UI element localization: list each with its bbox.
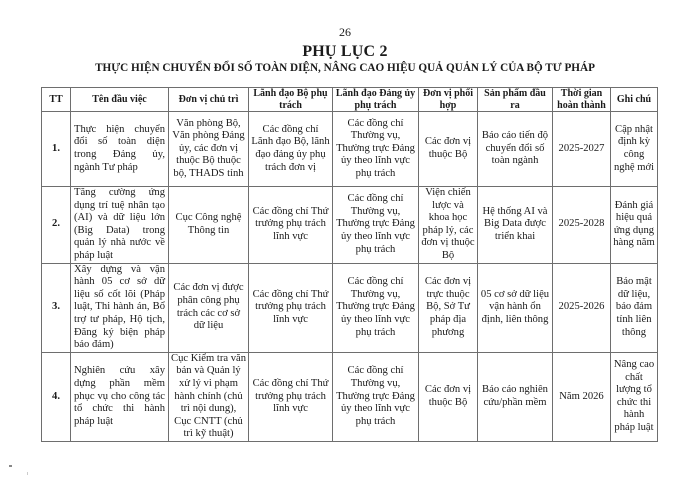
- row-output: Báo cáo nghiên cứu/phần mềm: [478, 352, 553, 441]
- row-ministry-leader: Các đồng chí Thứ trưởng phụ trách lĩnh vực: [249, 263, 333, 352]
- header-note: Ghi chú: [611, 88, 658, 112]
- row-output: Hệ thống AI và Big Data được triển khai: [478, 187, 553, 264]
- row-coordinating-unit: Viện chiến lược và khoa học pháp lý, các đơn vị thuộc Bộ: [419, 187, 478, 264]
- table-row: [42, 187, 658, 264]
- header-coordinating-unit: Đơn vị phối hợp: [419, 88, 478, 112]
- row-party-leader: Các đồng chí Thường vụ, Thường trực Đảng ủy theo lĩnh vực phụ trách: [333, 112, 419, 187]
- row-task: Xây dựng và vận hành 05 cơ sở dữ liệu số cốt lõi (Pháp luật, Thi hành án, Bổ trợ tư pháp, Hộ tịch, Đăng ký biện pháp bảo đảm): [71, 263, 169, 352]
- digital-transformation-table: [41, 87, 658, 442]
- row-party-leader: Các đồng chí Thường vụ, Thường trực Đảng ủy theo lĩnh vực phụ trách: [333, 187, 419, 264]
- row-party-leader: Các đồng chí Thường vụ, Thường trực Đảng ủy theo lĩnh vực phụ trách: [333, 352, 419, 441]
- table-row: [42, 352, 658, 441]
- row-task: Tăng cường ứng dụng trí tuệ nhân tạo (AI) và dữ liệu lớn (Big Data) trong quản lý nhà nước về pháp luật: [71, 187, 169, 264]
- row-note: Bảo mật dữ liệu, bảo đảm tính liên thông: [611, 263, 658, 352]
- row-note: Cập nhật định kỳ công nghệ mới: [611, 112, 658, 187]
- row-note: Đánh giá hiệu quả ứng dụng hàng năm: [611, 187, 658, 264]
- header-tt: TT: [42, 88, 71, 112]
- table-row: [42, 112, 658, 187]
- row-ministry-leader: Các đồng chí Lãnh đạo Bộ, lãnh đạo đảng ủy phụ trách đơn vị: [249, 112, 333, 187]
- row-tt: 1.: [42, 112, 71, 187]
- row-party-leader: Các đồng chí Thường vụ, Thường trực Đảng ủy theo lĩnh vực phụ trách: [333, 263, 419, 352]
- row-note: Nâng cao chất lượng tổ chức thi hành pháp luật: [611, 352, 658, 441]
- row-coordinating-unit: Các đơn vị thuộc Bộ: [419, 352, 478, 441]
- row-lead-unit: Văn phòng Bộ, Văn phòng Đảng ủy, các đơn vị thuộc Bộ thuộc bộ, THADS tỉnh: [169, 112, 249, 187]
- appendix-subtitle: THỰC HIỆN CHUYỂN ĐỔI SỐ TOÀN DIỆN, NÂNG CAO HIỆU QUẢ QUẢN LÝ CỦA BỘ TƯ PHÁP: [95, 62, 595, 74]
- header-lead-unit: Đơn vị chủ trì: [169, 88, 249, 112]
- row-tt: 3.: [42, 263, 71, 352]
- header-task: Tên đầu việc: [71, 88, 169, 112]
- row-coordinating-unit: Các đơn vị thuộc Bộ: [419, 112, 478, 187]
- scan-artifact-dot: [27, 472, 28, 475]
- header-output: Sản phẩm đầu ra: [478, 88, 553, 112]
- row-deadline: Năm 2026: [553, 352, 611, 441]
- page-number: 26: [339, 25, 351, 39]
- header-deadline: Thời gian hoàn thành: [553, 88, 611, 112]
- table-row: [42, 263, 658, 352]
- row-lead-unit: Cục Kiểm tra văn bản và Quản lý xử lý vi phạm hành chính (chủ trì nội dung), Cục CNTT (chủ trì kỹ thuật): [169, 352, 249, 441]
- row-deadline: 2025-2027: [553, 112, 611, 187]
- row-task: Thực hiện chuyển đổi số toàn diện trong Đảng ủy, ngành Tư pháp: [71, 112, 169, 187]
- scan-artifact-mark: [9, 465, 12, 467]
- table-header-row: [42, 88, 658, 112]
- row-ministry-leader: Các đồng chí Thứ trưởng phụ trách lĩnh vực: [249, 352, 333, 441]
- row-output: 05 cơ sở dữ liệu vận hành ổn định, liên thông: [478, 263, 553, 352]
- row-lead-unit: Các đơn vị được phân công phụ trách các cơ sở dữ liệu: [169, 263, 249, 352]
- row-lead-unit: Cục Công nghệ Thông tin: [169, 187, 249, 264]
- appendix-title: PHỤ LỤC 2: [302, 43, 388, 60]
- row-deadline: 2025-2026: [553, 263, 611, 352]
- header-ministry-leader: Lãnh đạo Bộ phụ trách: [249, 88, 333, 112]
- row-tt: 4.: [42, 352, 71, 441]
- row-ministry-leader: Các đồng chí Thứ trưởng phụ trách lĩnh vực: [249, 187, 333, 264]
- row-task: Nghiên cứu xây dựng phần mềm phục vụ cho công tác tổ chức thi hành pháp luật: [71, 352, 169, 441]
- row-coordinating-unit: Các đơn vị trực thuộc Bộ, Sở Tư pháp địa phương: [419, 263, 478, 352]
- row-tt: 2.: [42, 187, 71, 264]
- row-deadline: 2025-2028: [553, 187, 611, 264]
- row-output: Báo cáo tiến độ chuyển đổi số toàn ngành: [478, 112, 553, 187]
- header-party-leader: Lãnh đạo Đảng ủy phụ trách: [333, 88, 419, 112]
